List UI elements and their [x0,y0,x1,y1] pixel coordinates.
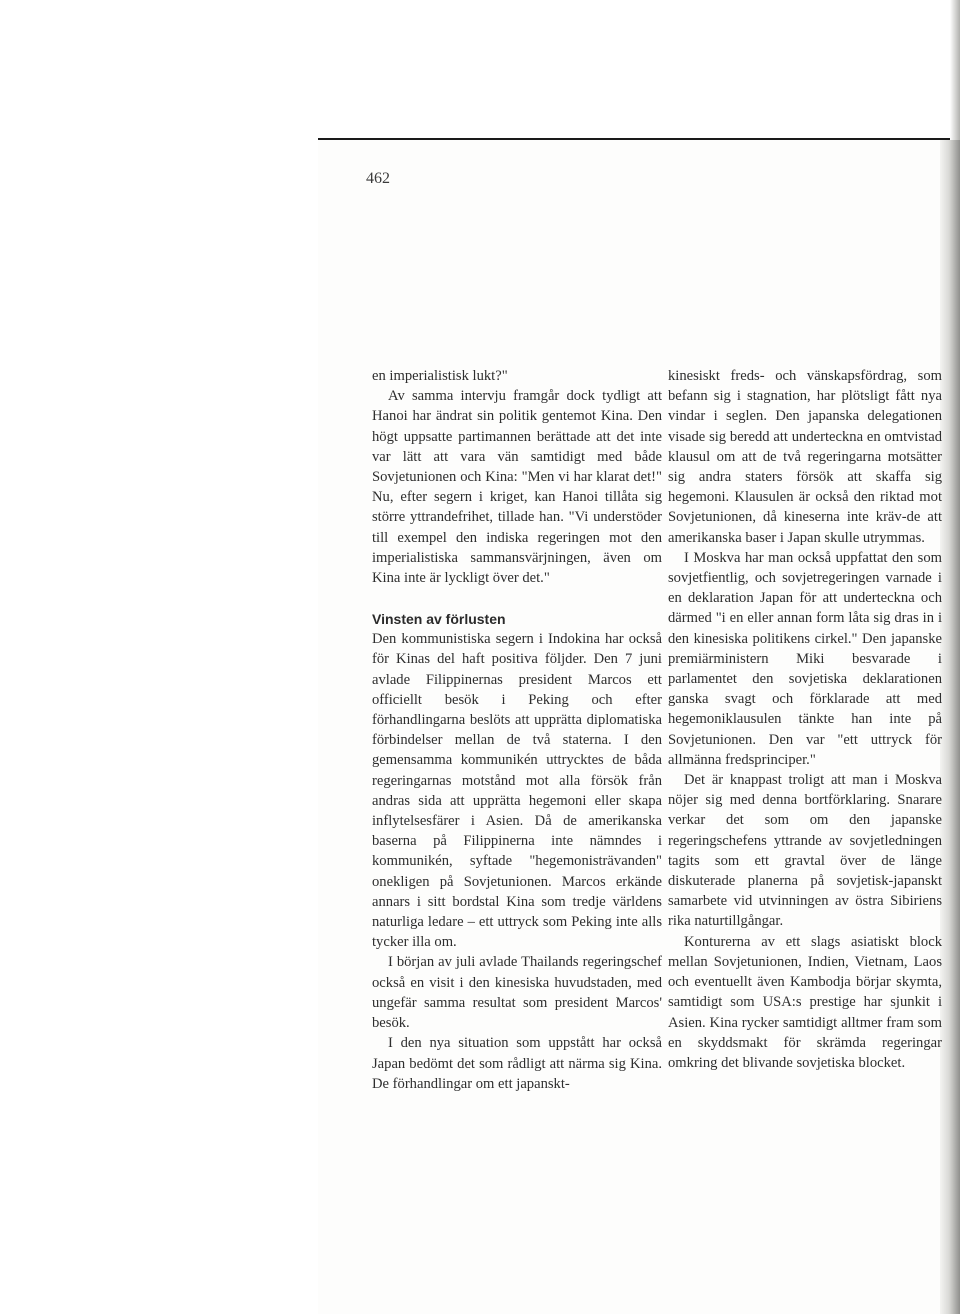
paragraph: kinesiskt freds- och vänskapsfördrag, som befann sig i stagnation, har plötsligt fått nya vindar i seglen. Den japanska delegationen visade sig beredd att underteckna en omtvistad klausul om att de två regeringarna motsätter sig andra staters försök att skaffa sig hegemoni. Klausulen är också den riktad mot Sovjetunionen, då kineserna inte kräv-de att amerikanska baser i Japan skulle utrymmas. [668,368,942,546]
paragraph: I den nya situation som uppstått har också Japan bedömt det som rådligt att närma sig Kina. De förhandlingar om ett japanskt- [372,1035,662,1092]
page-number: 462 [366,170,390,187]
paragraph: I Moskva har man också uppfattat den som sovjetfientlig, och sovjetregeringen varnade i en deklaration Japan för att underteckna och därmed "i en eller annan form låta sig dras in i den kinesiska politikens cirkel." Den japanske premiärministern Miki besvarade i parlamentet den sovjetiska deklarationen ganska svagt och förklarade att med hegemoniklausulen tänkte han inte på Sovjetunionen. Den var "ett uttryck för allmänna fredsprinciper." [668,549,942,768]
right-column [668,366,942,1073]
paragraph: Av samma intervju framgår dock tydligt att Hanoi har ändrat sin politik gentemot Kina. Den högt uppsatte partimannen berättade att det inte var lätt att vara vän samtidigt med både Sovjetunionen och Kina: "Men vi har klarat det!" Nu, efter segern i kriget, kan Hanoi tillåta sig större yttrandefrihet, tillade han. "Vi understöder till exempel den indiska regeringen mot den imperialistiska sammansvärjningen, även om Kina inte är lyckligt över det." [372,388,662,587]
paragraph: Det är knappast troligt att man i Moskva nöjer sig med denna bortförklaring. Snarare verkar det som om den japanske regeringschefens yttrande av sovjetledningen tagits som ett gravtal över de länge diskuterade planerna på sovjetisk-japanskt samarbete vid utvinningen av östra Sibiriens rika naturtillgångar. [668,772,942,930]
paragraph: en imperialistisk lukt?" [372,368,508,384]
page-edge-shadow-top [950,0,960,140]
section-heading: Vinsten av förlusten [372,611,506,628]
left-column [372,366,662,1094]
paragraph: Den kommunistiska segern i Indokina har också för Kinas del haft positiva följder. Den 7 juni avlade Filippinernas president Marcos ett officiellt besök i Peking och efter förhandlingarna beslöts att upprätta diplomatiska förbindelser mellan de två staterna. I den gemensamma kommunikén uttrycktes de båda regeringarnas motstånd mot alla försök från andras sida att upprätta hegemoni eller skapa inflytelsesfärer i Asien. Då de amerikanska baserna på Filippinerna inte nämndes i kommunikén, syftade "hegemonisträvanden" onekligen på Sovjetunionen. Marcos erkände annars i sitt bordstal Kina som tredje världens naturliga ledare – ett uttryck som Peking inte alls tycker illa om. [372,631,662,951]
page-edge-shadow [940,140,960,1314]
paragraph: I början av juli avlade Thailands regeringschef också en visit i den kinesiska huvudstaden, med ungefär samma resultat som president Marcos' besök. [372,954,662,1032]
paragraph: Konturerna av ett slags asiatiskt block mellan Sovjetunionen, Indien, Vietnam, Laos och eventuellt även Kambodja börjar skymta, samtidigt som USA:s prestige har sjunkit i Asien. Kina rycker samtidigt alltmer fram som en skyddsmakt för skrämda regeringar omkring det blivande sovjetiska blocket. [668,933,942,1071]
